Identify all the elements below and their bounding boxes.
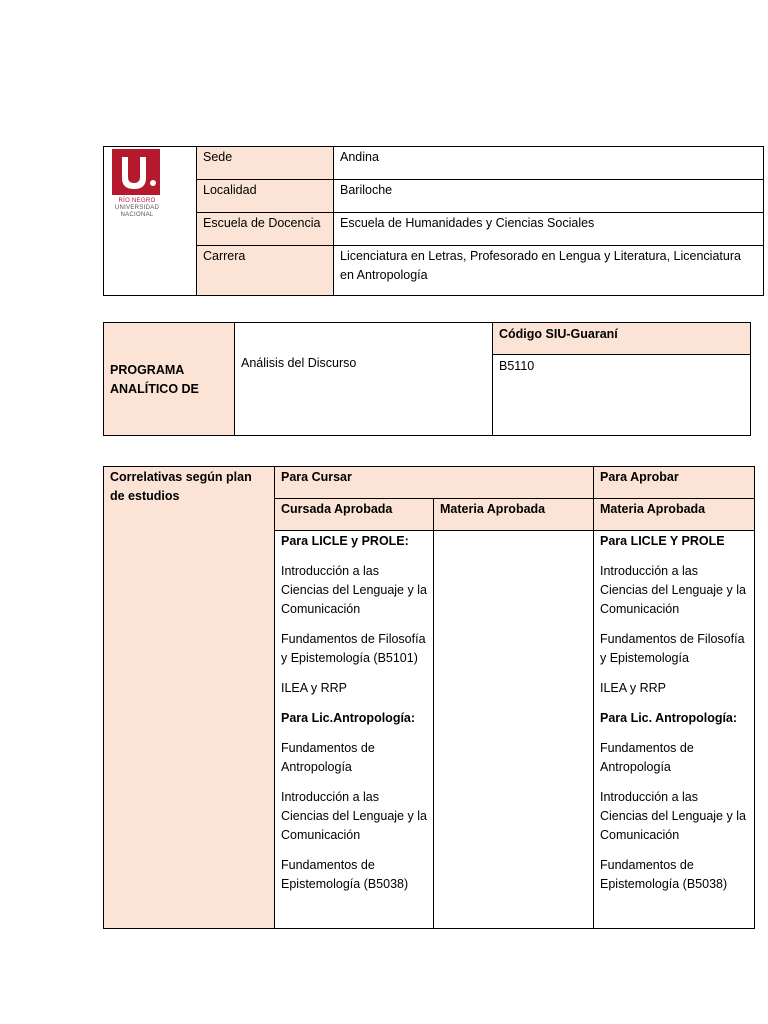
materia-aprobada-cell — [434, 531, 594, 929]
aprobar-item: Fundamentos de Epistemología (B5038) — [600, 858, 728, 891]
cursada-item: Fundamentos de Filosofía y Epistemología (B5101) — [281, 632, 426, 665]
localidad-label: Localidad — [197, 180, 334, 213]
correlatives-label: Correlativas según plan de estudios — [104, 467, 275, 929]
logo-mark-icon — [112, 149, 160, 195]
localidad-value: Bariloche — [334, 180, 764, 213]
aprobar-item: Fundamentos de Filosofía y Epistemología — [600, 632, 745, 665]
cursada-item: Fundamentos de Antropología — [281, 741, 375, 774]
escuela-label: Escuela de Docencia — [197, 213, 334, 246]
sede-value: Andina — [334, 147, 764, 180]
subject-name: Análisis del Discurso — [235, 323, 493, 436]
aprobar-item: Introducción a las Ciencias del Lenguaje y la Comunicación — [600, 790, 746, 842]
para-cursar-header: Para Cursar — [275, 467, 594, 499]
logo-cell — [104, 147, 197, 296]
cursada-aprobada-header: Cursada Aprobada — [275, 499, 434, 531]
aprobar-item: Para LICLE Y PROLE — [600, 534, 725, 548]
program-label: PROGRAMA ANALÍTICO DE — [104, 323, 235, 436]
cursada-item: Para Lic.Antropología: — [281, 711, 416, 725]
code-label: Código SIU-Guaraní — [493, 323, 751, 355]
cursada-item: Para LICLE y PROLE: — [281, 534, 409, 548]
aprobar-materia-list — [594, 531, 755, 929]
logo-line-3: NACIONAL — [120, 212, 154, 218]
materia-aprobada-header: Materia Aprobada — [434, 499, 594, 531]
university-logo — [104, 147, 194, 287]
sede-label: Sede — [197, 147, 334, 180]
carrera-value: Licenciatura en Letras, Profesorado en Lengua y Literatura, Licenciatura en Antropología — [334, 246, 764, 296]
cursada-item: Introducción a las Ciencias del Lenguaje y la Comunicación — [281, 790, 427, 842]
para-aprobar-header: Para Aprobar — [594, 467, 755, 499]
correlatives-table — [103, 466, 755, 929]
aprobar-item: Fundamentos de Antropología — [600, 741, 694, 774]
logo-line-2: UNIVERSIDAD — [114, 205, 160, 211]
code-value: B5110 — [493, 355, 751, 436]
aprobar-item: Introducción a las Ciencias del Lenguaje y la Comunicación — [600, 564, 746, 616]
logo-line-1: RÍO NEGRO — [118, 198, 156, 204]
materia-aprobada-aprobar-header: Materia Aprobada — [594, 499, 755, 531]
aprobar-item: Para Lic. Antropología: — [600, 711, 738, 725]
cursada-item: Introducción a las Ciencias del Lenguaje y la Comunicación — [281, 564, 427, 616]
carrera-label: Carrera — [197, 246, 334, 296]
escuela-value: Escuela de Humanidades y Ciencias Sociales — [334, 213, 764, 246]
cursada-aprobada-list — [275, 531, 434, 929]
cursada-item: ILEA y RRP — [281, 681, 347, 695]
cursada-item: Fundamentos de Epistemología (B5038) — [281, 858, 409, 891]
aprobar-item: ILEA y RRP — [600, 681, 666, 695]
header-table — [103, 146, 764, 296]
program-table — [103, 322, 751, 436]
